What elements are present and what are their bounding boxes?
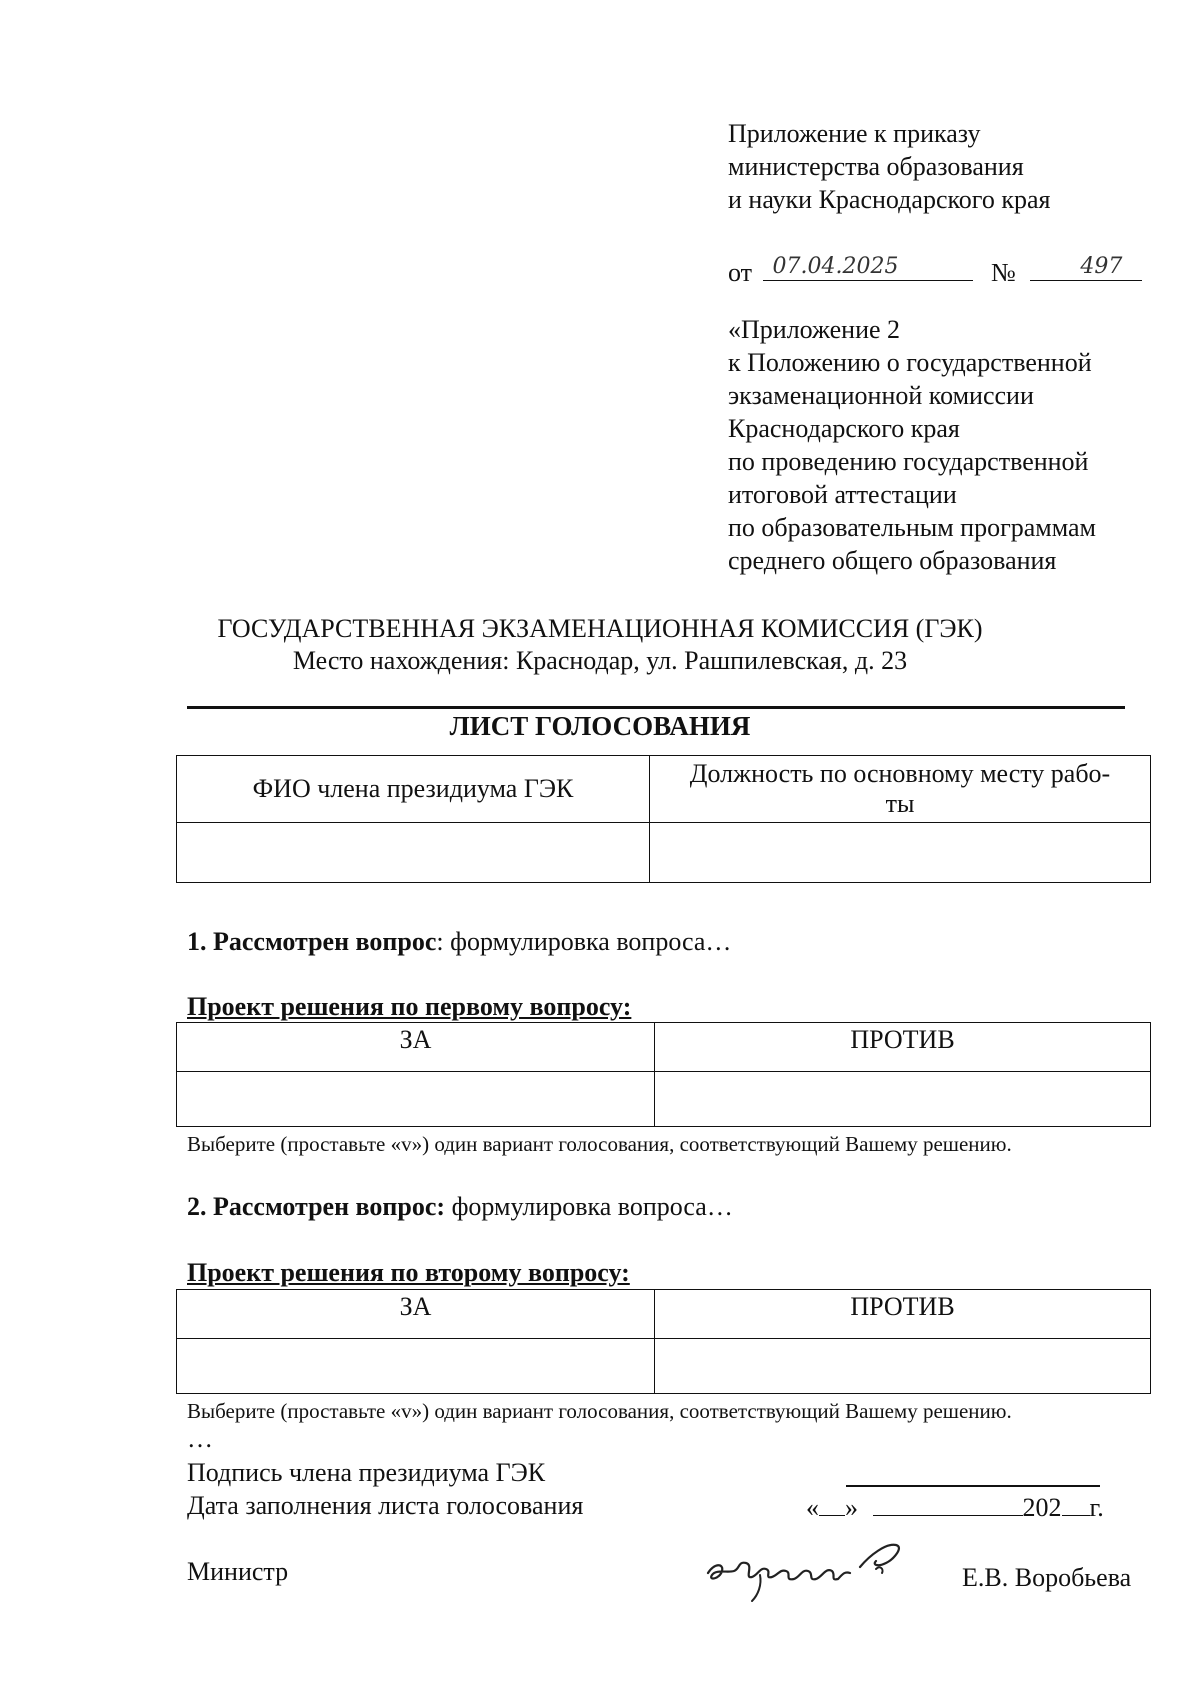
question-2 xyxy=(187,1190,733,1223)
vote-hint-1: Выберите (проставьте «v») один вариант голосования, соответствующий Вашему решению. xyxy=(187,1132,1012,1156)
vote-table-2 xyxy=(176,1289,1151,1394)
vote-against-header: ПРОТИВ xyxy=(655,1290,1151,1339)
date-month-blank[interactable] xyxy=(873,1491,1023,1516)
member-position-header-line: ты xyxy=(885,789,915,818)
question-label: Рассмотрен вопрос: xyxy=(213,1192,446,1221)
question-text: : формулировка вопроса… xyxy=(436,927,732,956)
order-date-field xyxy=(763,250,973,281)
signature-label: Подпись члена президиума ГЭК xyxy=(187,1458,546,1487)
member-table xyxy=(176,755,1151,883)
date-year-prefix: 202 xyxy=(1022,1493,1062,1522)
date-year-blank[interactable] xyxy=(1062,1491,1090,1516)
question-1 xyxy=(187,925,731,958)
member-name-header: ФИО члена президиума ГЭК xyxy=(177,756,650,823)
signature-line[interactable] xyxy=(846,1485,1100,1487)
question-text: формулировка вопроса… xyxy=(445,1192,733,1221)
order-appendix-block xyxy=(728,117,1050,216)
minister-label: Министр xyxy=(187,1557,289,1586)
date-quote-open: « xyxy=(806,1493,819,1522)
appendix-line: итоговой аттестации xyxy=(728,480,957,509)
continuation-ellipsis: … xyxy=(187,1424,213,1453)
commission-title: ГОСУДАРСТВЕННАЯ ЭКЗАМЕНАЦИОННАЯ КОМИССИЯ (ГЭК) xyxy=(217,614,983,643)
appendix-line: «Приложение 2 xyxy=(728,315,901,344)
appendix-line: среднего общего образования xyxy=(728,546,1057,575)
order-appendix-line: и науки Краснодарского края xyxy=(728,185,1051,214)
member-position-header-line: Должность по основному месту рабо- xyxy=(689,759,1111,788)
date-day-blank[interactable] xyxy=(819,1491,845,1516)
date-quote-close: » xyxy=(845,1493,858,1522)
vote-for-cell[interactable] xyxy=(177,1339,655,1394)
member-position-cell[interactable] xyxy=(650,823,1151,883)
question-number: 1. xyxy=(187,927,207,956)
appendix-line: по образовательным программам xyxy=(728,513,1097,542)
vote-against-header: ПРОТИВ xyxy=(655,1023,1151,1072)
appendix-line: к Положению о государственной xyxy=(728,348,1092,377)
order-date-value: 07.04.2025 xyxy=(772,254,899,279)
vote-for-header: ЗА xyxy=(177,1290,655,1339)
header-rule xyxy=(187,706,1125,709)
appendix-line: Краснодарского края xyxy=(728,414,960,443)
number-label: № xyxy=(991,258,1016,287)
date-fill-label: Дата заполнения листа голосования xyxy=(187,1491,584,1520)
vote-against-cell[interactable] xyxy=(655,1072,1151,1127)
appendix-2-block xyxy=(728,313,1096,577)
member-name-cell[interactable] xyxy=(177,823,650,883)
order-number-value: 497 xyxy=(1080,254,1123,279)
member-position-header xyxy=(650,756,1151,823)
sheet-title: ЛИСТ ГОЛОСОВАНИЯ xyxy=(449,711,751,741)
question-number: 2. xyxy=(187,1192,207,1221)
order-number-field xyxy=(1030,250,1142,281)
vote-table-1 xyxy=(176,1022,1151,1127)
order-appendix-line: министерства образования xyxy=(728,152,1024,181)
order-date-number xyxy=(728,250,1142,289)
date-year-suffix: г. xyxy=(1089,1493,1104,1522)
vote-for-cell[interactable] xyxy=(177,1072,655,1127)
vote-for-header: ЗА xyxy=(177,1023,655,1072)
minister-signature xyxy=(700,1535,950,1610)
vote-hint-2: Выберите (проставьте «v») один вариант голосования, соответствующий Вашему решению. xyxy=(187,1399,1012,1423)
date-fill-field xyxy=(806,1491,1104,1524)
appendix-line: по проведению государственной xyxy=(728,447,1089,476)
question-label: Рассмотрен вопрос xyxy=(213,927,437,956)
from-label: от xyxy=(728,258,753,287)
appendix-line: экзаменационной комиссии xyxy=(728,381,1034,410)
vote-against-cell[interactable] xyxy=(655,1339,1151,1394)
minister-name: Е.В. Воробьева xyxy=(962,1563,1132,1592)
project-decision-2: Проект решения по второму вопросу: xyxy=(187,1258,630,1287)
order-appendix-line: Приложение к приказу xyxy=(728,119,981,148)
project-decision-1: Проект решения по первому вопросу: xyxy=(187,992,632,1021)
commission-address: Место нахождения: Краснодар, ул. Рашпилевская, д. 23 xyxy=(292,646,908,675)
